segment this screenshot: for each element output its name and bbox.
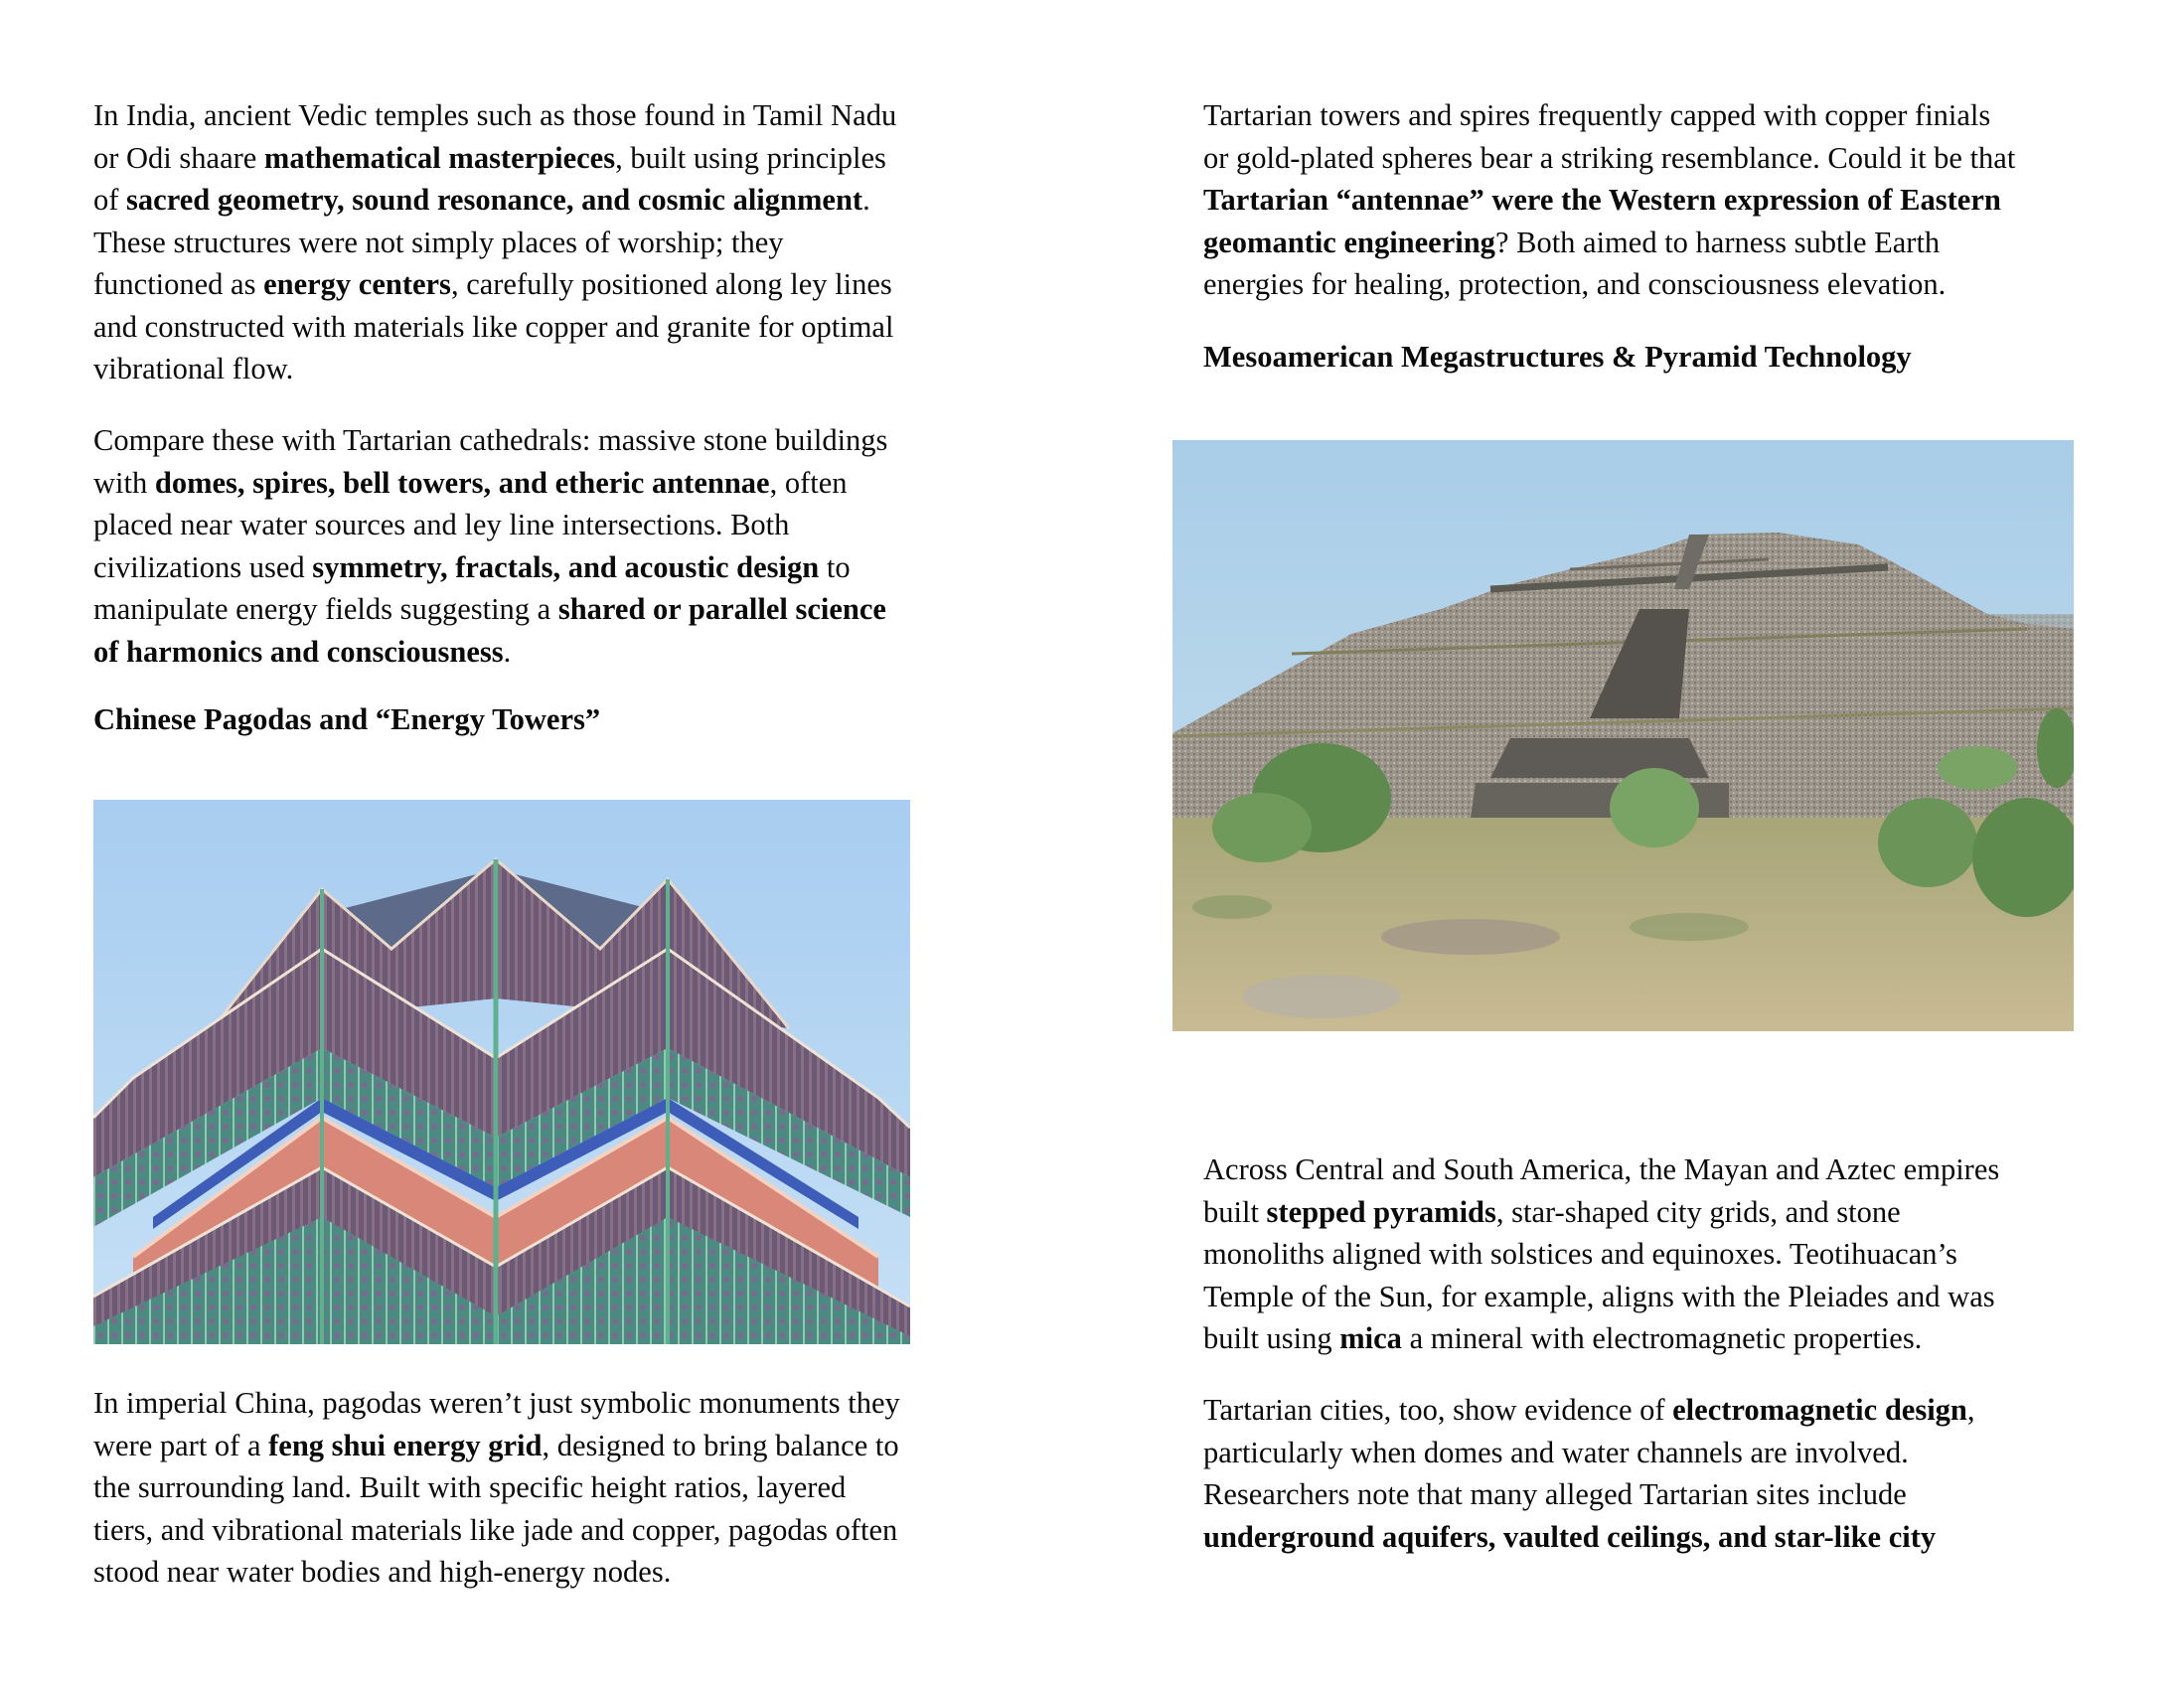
left-paragraph-2 — [93, 419, 887, 673]
text-run: , built using principles — [615, 140, 886, 175]
text-run: the surrounding land. Built with specific height ratios, layered — [93, 1470, 847, 1504]
text-run: Compare these with Tartarian cathedrals: massive stone buildings — [93, 423, 888, 457]
text-line — [93, 179, 896, 222]
text-line — [1203, 179, 2015, 222]
text-run: , star-shaped city grids, and stone — [1495, 1194, 1901, 1229]
text-line — [1203, 263, 2015, 306]
text-run: In India, ancient Vedic temples such as those found in Tamil Nadu — [93, 98, 897, 132]
text-line — [93, 631, 887, 674]
text-line — [93, 222, 896, 264]
text-run: with — [93, 465, 155, 500]
right-paragraph-1 — [1203, 94, 2015, 306]
text-run: functioned as — [93, 267, 264, 301]
bold-run: energy centers — [263, 267, 451, 301]
text-run: . — [503, 634, 512, 669]
text-run: stood near water bodies and high-energy nodes. — [93, 1555, 672, 1589]
text-run: built using — [1203, 1321, 1340, 1355]
text-run: of — [93, 183, 127, 217]
bold-run: stepped pyramids — [1266, 1194, 1496, 1229]
bold-run: sacred geometry, sound resonance, and cosmic alignment — [126, 183, 863, 217]
bold-run: of harmonics and consciousness — [93, 634, 504, 669]
text-run: In imperial China, pagodas weren’t just symbolic monuments they — [93, 1386, 900, 1420]
text-run: , — [1966, 1393, 1975, 1427]
text-line — [93, 1551, 900, 1594]
left-paragraph-1 — [93, 94, 896, 390]
text-line — [93, 546, 887, 589]
right-paragraph-3 — [1203, 1389, 1975, 1558]
text-run: Researchers note that many alleged Tartarian sites include — [1203, 1477, 1907, 1511]
bold-run: mica — [1339, 1321, 1402, 1355]
text-run: built — [1203, 1194, 1267, 1229]
pyramid-illustration — [1172, 440, 2074, 1031]
text-line — [1203, 1317, 1999, 1360]
text-line — [93, 263, 896, 306]
text-run: Temple of the Sun, for example, aligns with the Pleiades and was — [1203, 1279, 1995, 1313]
section-heading-chinese-pagodas — [93, 698, 600, 741]
text-run: monoliths aligned with solstices and equinoxes. Teotihuacan’s — [1203, 1237, 1957, 1271]
text-line — [93, 306, 896, 349]
text-line — [1203, 1233, 1999, 1276]
text-line — [1203, 137, 2015, 180]
text-line — [93, 419, 887, 462]
text-run: These structures were not simply places of worship; they — [93, 225, 784, 259]
text-run: , designed to bring balance to — [542, 1428, 899, 1462]
section-heading-mesoamerican — [1203, 336, 1912, 379]
text-line — [93, 462, 887, 505]
text-line — [1203, 1276, 1999, 1318]
text-run: particularly when domes and water channels are involved. — [1203, 1435, 1909, 1469]
text-run: civilizations used — [93, 549, 313, 584]
text-line — [93, 1466, 900, 1509]
bold-run: electromagnetic design — [1672, 1393, 1967, 1427]
bold-run: mathematical masterpieces — [263, 140, 616, 175]
text-run: energies for healing, protection, and consciousness elevation. — [1203, 267, 1947, 301]
text-line — [93, 1382, 900, 1425]
text-line — [1203, 1149, 1999, 1191]
text-line — [1203, 94, 2015, 137]
text-run: placed near water sources and ley line intersections. Both — [93, 508, 790, 541]
text-line — [93, 1509, 900, 1552]
text-run: a mineral with electromagnetic properties. — [1401, 1321, 1923, 1355]
text-line — [1203, 1432, 1975, 1474]
text-line — [1203, 1191, 1999, 1234]
text-run: vibrational flow. — [93, 352, 294, 385]
bold-run: geomantic engineering — [1203, 225, 1495, 259]
text-run: tiers, and vibrational materials like jade and copper, pagodas often — [93, 1512, 898, 1547]
text-run: were part of a — [93, 1428, 269, 1462]
text-line — [1203, 1389, 1975, 1432]
heading-text: Mesoamerican Megastructures & Pyramid Technology — [1203, 340, 1912, 374]
pyramid-photo — [1172, 440, 2074, 1031]
bold-run: shared or parallel science — [557, 592, 886, 626]
text-line — [93, 504, 887, 546]
text-run: or gold-plated spheres bear a striking resemblance. Could it be that — [1203, 140, 2016, 175]
bold-run: domes, spires, bell towers, and etheric antennae — [154, 465, 770, 500]
text-run: to — [819, 549, 851, 584]
text-run: Tartarian towers and spires frequently capped with copper finials — [1203, 98, 1991, 132]
bold-run: symmetry, fractals, and acoustic design — [312, 549, 820, 584]
bold-run: underground aquifers, vaulted ceilings, and star-like city — [1203, 1519, 1937, 1554]
pagoda-illustration — [93, 800, 910, 1344]
text-run: , often — [769, 465, 848, 500]
bold-run: feng shui energy grid — [268, 1428, 543, 1462]
text-run: manipulate energy fields suggesting a — [93, 592, 558, 626]
text-run: . — [862, 183, 870, 217]
heading-text: Chinese Pagodas and “Energy Towers” — [93, 702, 601, 736]
text-line — [1203, 1473, 1975, 1516]
text-run: Across Central and South America, the Mayan and Aztec empires — [1203, 1152, 2000, 1186]
right-paragraph-2 — [1203, 1149, 1999, 1360]
bold-run: Tartarian “antennae” were the Western expression of Eastern — [1203, 183, 2001, 217]
text-line — [93, 588, 887, 631]
text-run: , carefully positioned along ley lines — [450, 267, 892, 301]
text-line — [93, 1425, 900, 1467]
text-run: Tartarian cities, too, show evidence of — [1203, 1393, 1673, 1427]
text-line — [93, 137, 896, 180]
left-paragraph-3 — [93, 1382, 900, 1594]
text-run: and constructed with materials like copper and granite for optimal — [93, 309, 894, 344]
text-run: or Odi shaare — [93, 140, 264, 175]
text-line — [1203, 1516, 1975, 1559]
pagoda-photo — [93, 800, 910, 1344]
text-line — [93, 94, 896, 137]
text-run: ? Both aimed to harness subtle Earth — [1494, 225, 1941, 259]
text-line — [93, 348, 896, 390]
text-line — [1203, 222, 2015, 264]
